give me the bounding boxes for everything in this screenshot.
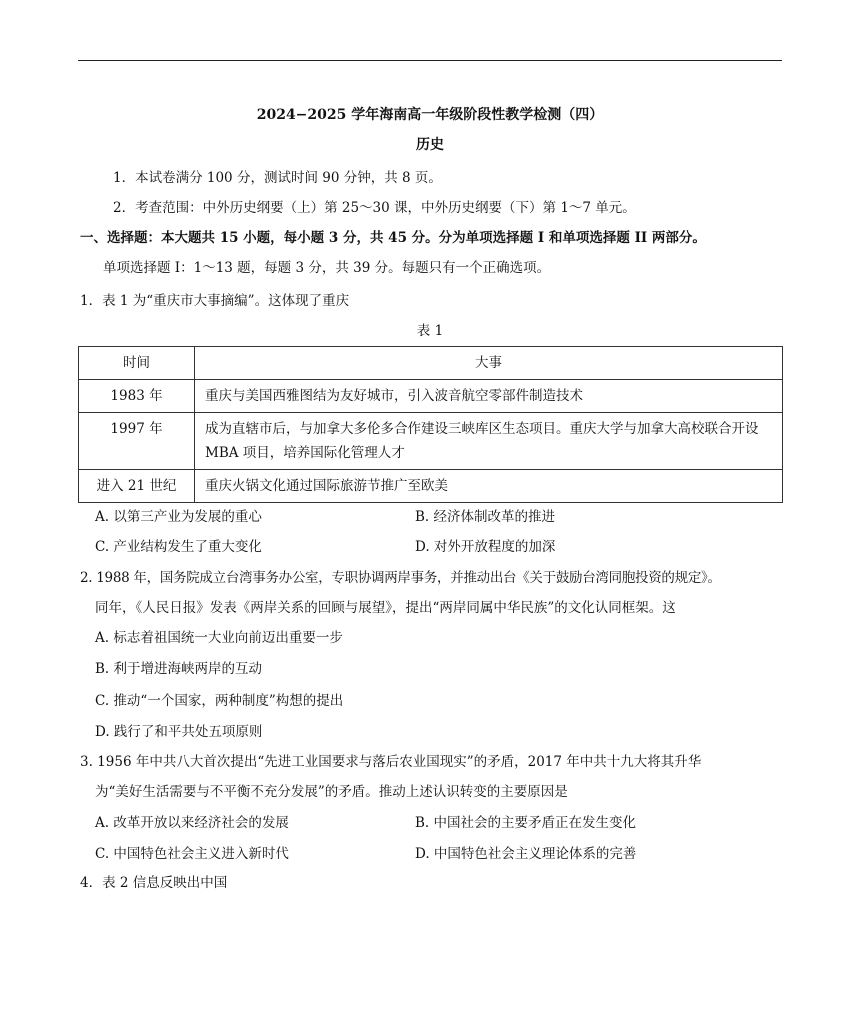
table-1: [78, 346, 783, 503]
instruction-2: 2．考查范围：中外历史纲要（上）第 25～30 课，中外历史纲要（下）第 1～7 单元。: [113, 200, 636, 216]
table-cell-time: 进入 21 世纪: [79, 470, 195, 503]
table-row: [79, 413, 783, 470]
q1-option-a[interactable]: A. 以第三产业为发展的重心: [95, 509, 262, 525]
table-cell-time: 1997 年: [79, 413, 195, 470]
question-4-stem: 4．表 2 信息反映出中国: [80, 875, 228, 891]
top-rule: [78, 60, 782, 61]
table-cell-time: 1983 年: [79, 380, 195, 413]
section-subheading: 单项选择题 I：1～13 题，每题 3 分，共 39 分。每题只有一个正确选项。: [103, 260, 551, 276]
question-3-stem-line2: 为“美好生活需要与不平衡不充分发展”的矛盾。推动上述认识转变的主要原因是: [95, 784, 568, 800]
q2-option-c[interactable]: C. 推动“一个国家，两种制度”构想的提出: [95, 693, 344, 709]
q3-option-d[interactable]: D. 中国特色社会主义理论体系的完善: [415, 846, 637, 862]
instruction-1: 1．本试卷满分 100 分，测试时间 90 分钟，共 8 页。: [113, 170, 442, 186]
table-1-caption: 表 1: [416, 323, 444, 339]
q2-option-a[interactable]: A. 标志着祖国统一大业向前迈出重要一步: [95, 630, 343, 646]
q2-option-b[interactable]: B. 利于增进海峡两岸的互动: [95, 661, 263, 677]
q2-option-d[interactable]: D. 践行了和平共处五项原则: [95, 724, 263, 740]
q1-option-c[interactable]: C. 产业结构发生了重大变化: [95, 539, 262, 555]
table-cell-event: 成为直辖市后，与加拿大多伦多合作建设三峡库区生态项目。重庆大学与加拿大高校联合开设 MBA 项目，培养国际化管理人才: [195, 413, 783, 470]
q3-option-c[interactable]: C. 中国特色社会主义进入新时代: [95, 846, 289, 862]
section-heading: 一、选择题：本大题共 15 小题，每小题 3 分，共 45 分。分为单项选择题 I 和单项选择题 II 两部分。: [80, 230, 706, 246]
question-2-stem-line1: 2. 1988 年，国务院成立台湾事务办公室，专职协调两岸事务，并推动出台《关于鼓励台湾同胞投资的规定》。: [80, 570, 721, 586]
subject-title: 历史: [416, 137, 444, 153]
table-header-event: 大事: [195, 347, 783, 380]
question-2-stem-line2: 同年，《人民日报》发表《两岸关系的回顾与展望》，提出“两岸同属中华民族”的文化认同框架。这: [95, 600, 676, 616]
question-1-stem: 1．表 1 为“重庆市大事摘编”。这体现了重庆: [80, 293, 350, 309]
table-row: [79, 470, 783, 503]
table-cell-event: 重庆火锅文化通过国际旅游节推广至欧美: [195, 470, 783, 503]
q3-option-b[interactable]: B. 中国社会的主要矛盾正在发生变化: [415, 815, 637, 831]
question-3-stem-line1: 3. 1956 年中共八大首次提出“先进工业国要求与落后农业国现实”的矛盾，2017 年中共十九大将其升华: [80, 754, 702, 770]
q1-option-d[interactable]: D. 对外开放程度的加深: [415, 539, 556, 555]
table-cell-event: 重庆与美国西雅图结为友好城市，引入波音航空零部件制造技术: [195, 380, 783, 413]
table-row: [79, 380, 783, 413]
q1-option-b[interactable]: B. 经济体制改革的推进: [415, 509, 556, 525]
table-header-row: [79, 347, 783, 380]
q3-option-a[interactable]: A. 改革开放以来经济社会的发展: [95, 815, 289, 831]
exam-title: 2024−2025 学年海南高一年级阶段性教学检测（四）: [256, 107, 604, 123]
table-header-time: 时间: [79, 347, 195, 380]
